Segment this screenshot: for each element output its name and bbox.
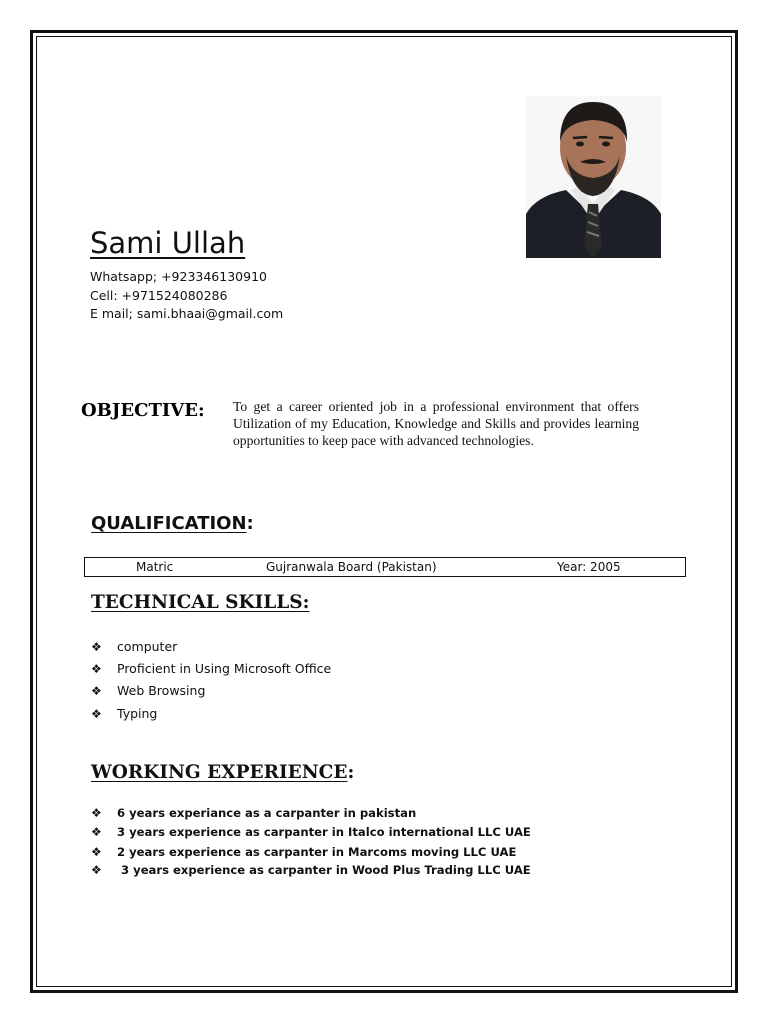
diamond-bullet-icon: ❖ [91,662,102,676]
experience-item [91,863,531,877]
skill-item-text: computer [117,639,178,654]
diamond-bullet-icon: ❖ [91,707,102,721]
experience-item-text: 3 years experience as carpanter in Italco international LLC UAE [117,825,531,839]
diamond-bullet-icon: ❖ [91,825,102,839]
working-experience-heading-text: WORKING EXPERIENCE [91,762,348,783]
candidate-name: Sami Ullah [90,226,246,260]
profile-photo [526,96,661,258]
diamond-bullet-icon: ❖ [91,845,102,859]
experience-item [91,806,416,820]
contact-cell: Cell: +971524080286 [90,288,228,303]
working-experience-heading-colon: : [347,762,355,783]
contact-email: E mail; sami.bhaai@gmail.com [90,306,284,321]
objective-text: To get a career oriented job in a professional environment that offers Utilization of my Education, Knowledge and Skills and provides learning opportunities to keep pace with advanced technologies. [233,399,639,448]
qualification-heading-colon: : [246,513,254,534]
experience-item-text: 6 years experiance as a carpanter in pakistan [117,806,417,820]
diamond-bullet-icon: ❖ [91,806,102,820]
diamond-bullet-icon: ❖ [91,640,102,654]
diamond-bullet-icon: ❖ [91,863,102,877]
skill-item [91,706,157,721]
experience-item-text: 3 years experience as carpanter in Wood Plus Trading LLC UAE [117,863,531,877]
qualification-degree: Matric [136,560,174,574]
qualification-heading [91,513,254,534]
qualification-table-row [84,557,686,577]
contact-whatsapp: Whatsapp; +923346130910 [90,269,267,284]
experience-item [91,845,516,859]
qualification-heading-text: QUALIFICATION [91,513,247,534]
technical-skills-heading-text: TECHNICAL SKILLS: [91,592,310,613]
skill-item-text: Typing [117,706,158,721]
working-experience-heading [91,762,354,783]
skill-item [91,661,331,676]
experience-item-text: 2 years experience as carpanter in Marcoms moving LLC UAE [117,845,517,859]
objective-heading: OBJECTIVE: [81,400,205,421]
qualification-year: Year: 2005 [557,560,621,574]
skill-item [91,683,205,698]
qualification-board: Gujranwala Board (Pakistan) [266,560,437,574]
profile-photo-image [526,96,661,258]
diamond-bullet-icon: ❖ [91,684,102,698]
skill-item-text: Proficient in Using Microsoft Office [117,661,332,676]
technical-skills-heading [91,592,309,613]
skill-item-text: Web Browsing [117,683,206,698]
experience-item [91,825,531,839]
skill-item [91,639,177,654]
